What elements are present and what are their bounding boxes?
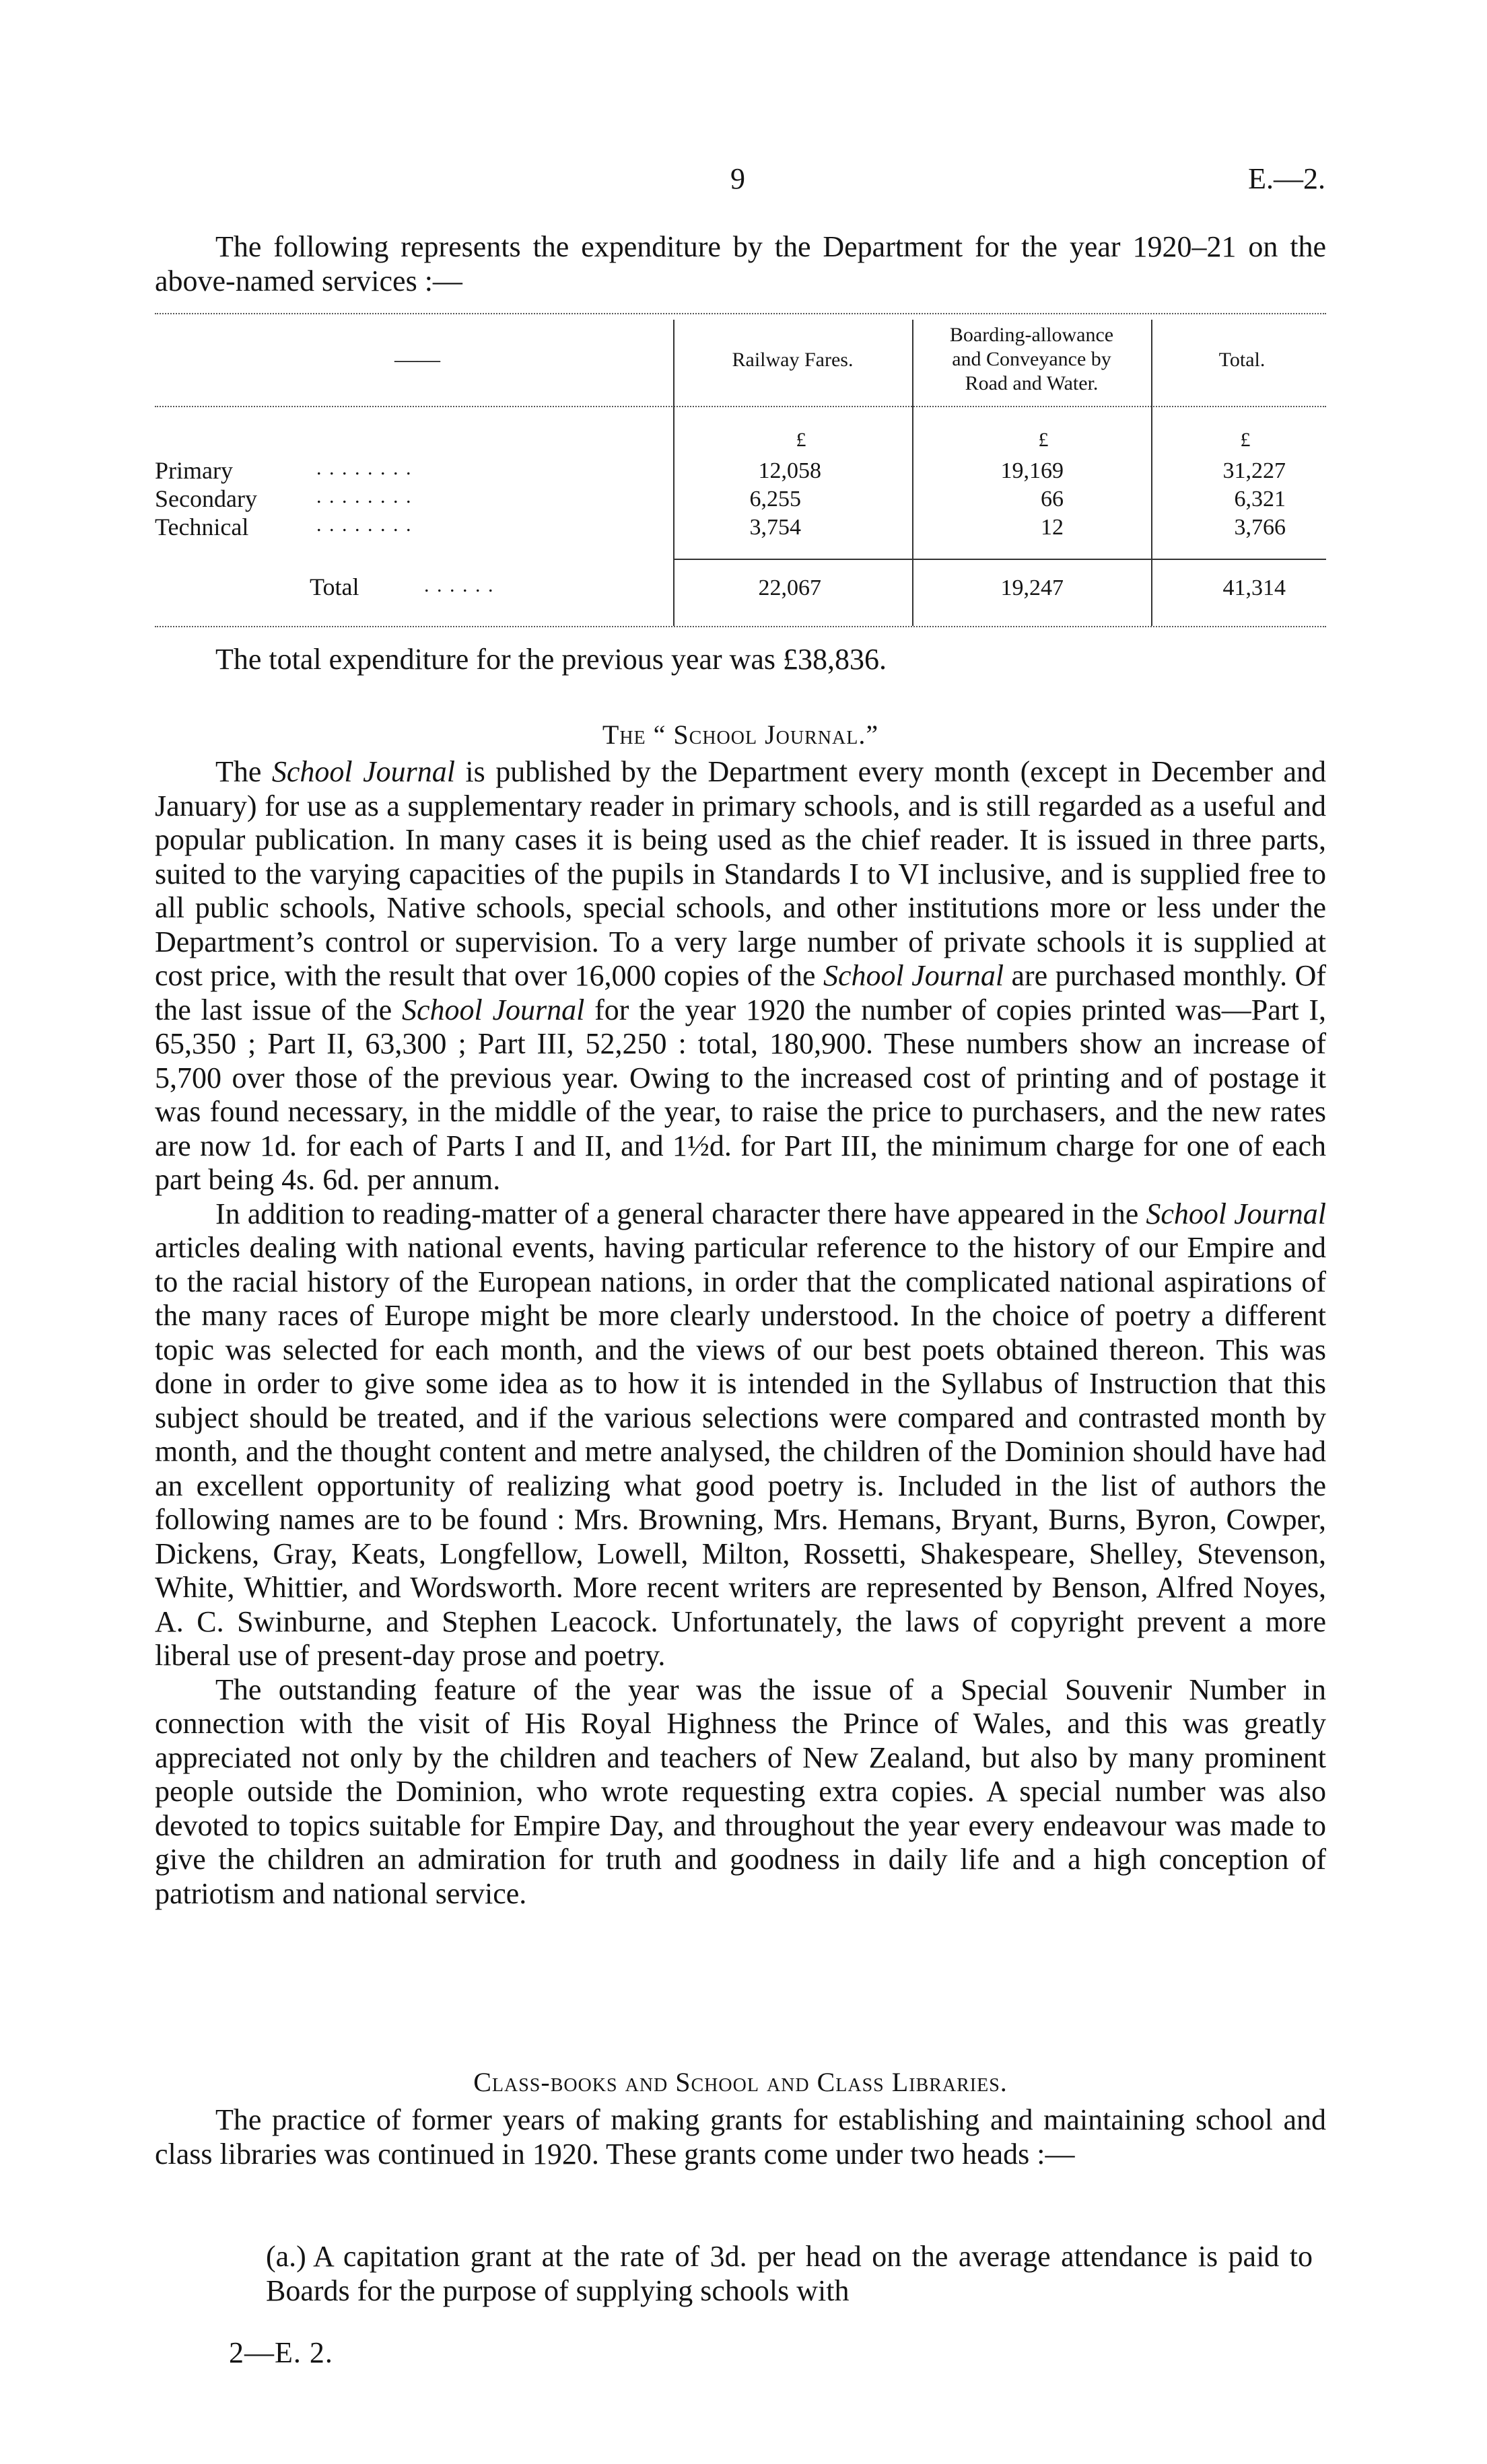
page-number: 9 — [730, 162, 745, 195]
table-divider-2 — [912, 320, 913, 626]
total-railway-cell: 22,067 — [758, 575, 821, 600]
journal-p1-middle-2: are purchased monthly. Of the last issue of the — [155, 959, 1326, 1026]
total-column-heading: Total. — [1218, 349, 1266, 371]
technical-total-cell: 3,766 — [1234, 515, 1286, 540]
class-books-paragraph: The practice of former years of making grants for establishing and maintaining school and class libraries was continued in 1920. These grants come under two heads :— — [155, 2103, 1326, 2171]
row-leader-total: . . . . . . — [424, 574, 495, 596]
journal-p2-end: articles dealing with national events, having particular reference to the history of our Empire and to the racial history of the European nations, in order that the complicated national aspirations of the many races of Europe might be more clearly understood. In the choice of poetry a different topic was selected for each month, and the views of our best poets obtained thereon. This was done in order to give some idea as to how it is intended in the Syllabus of Instruction that this subject should be treated, and if the various selections were compared and contrasted month by month, and the thought content and metre analysed, the children of the Dominion should have had an excellent opportunity of realizing what good poetry is. Included in the list of authors the following names are to be found : Mrs. Browning, Mrs. Hemans, Bryant, Burns, Byron, Cowper, Dickens, Gray, Keats, Longfellow, Lowell, Milton, Rossetti, Shakespeare, Shelley, Stevenson, White, Whittier, and Wordsworth. More recent writers are represented by Benson, Alfred Noyes, A. C. Swinburne, and Stephen Leacock. Unfortunately, the laws of copyright prevent a more liberal use of present-day prose and poetry. — [155, 1231, 1326, 1672]
boarding-heading-line-2: and Conveyance by — [952, 348, 1111, 370]
railway-column-heading: Railway Fares. — [732, 349, 854, 371]
expenditure-table — [155, 313, 1326, 629]
grand-total-cell: 41,314 — [1222, 575, 1286, 600]
table-bottom-rule — [155, 626, 1326, 627]
row-label-primary: Primary — [155, 457, 233, 484]
capitation-grant-text: A capitation grant at the rate of 3d. per head on the average attendance is paid to Boards for the purpose of supplying schools with — [266, 2240, 1313, 2307]
capitation-grant-item — [266, 2240, 1313, 2308]
row-leader-secondary: . . . . . . . . — [316, 485, 413, 507]
class-books-heading: Class-books and School and Class Libraries. — [473, 2067, 1008, 2097]
table-header-rule — [155, 406, 1326, 407]
page-reference: E.—2. — [1248, 162, 1325, 195]
table-divider-1 — [673, 320, 675, 626]
journal-p1-middle: is published by the Department every month (except in December and January) for use as a supplementary reader in primary schools, and is still regarded as a useful and popular publication. In many cases it is being used as the chief reader. It is issued in three parts, suited to the varying capacities of the pupils in Standards I to VI inclusive, and is supplied free to all public schools, Native schools, special schools, and other institutions more or less under the Department’s control or supervision. To a very large number of private schools it is supplied at cost price, with the result that over 16,000 copies of the — [155, 755, 1327, 992]
table-top-rule — [155, 313, 1326, 314]
school-journal-heading: The “ School Journal.” — [602, 719, 879, 750]
row-label-technical: Technical — [155, 514, 249, 540]
page-signature: 2—E. 2. — [229, 2336, 333, 2369]
boarding-heading-line-1: Boarding-allowance — [949, 324, 1114, 346]
journal-title-reference-3: School Journal — [401, 993, 585, 1026]
intro-paragraph — [155, 230, 1326, 298]
table-divider-3 — [1151, 320, 1152, 626]
total-currency-symbol: £ — [1240, 429, 1251, 451]
table-total-rule — [673, 559, 1326, 560]
journal-p2-start: In addition to reading-matter of a general character there have appeared in the — [215, 1197, 1146, 1230]
secondary-railway-cell: 6,255 — [749, 487, 801, 512]
journal-title-reference-1: School Journal — [271, 755, 455, 788]
secondary-boarding-cell: 66 — [1041, 487, 1064, 512]
school-journal-body — [155, 755, 1326, 1911]
journal-p1-start: The — [215, 755, 272, 788]
boarding-heading-line-3: Road and Water. — [965, 372, 1099, 394]
row-label-total: Total — [310, 573, 359, 600]
secondary-total-cell: 6,321 — [1234, 487, 1286, 512]
railway-currency-symbol: £ — [796, 429, 806, 451]
class-books-body — [155, 2103, 1326, 2171]
boarding-column-heading — [919, 323, 1144, 396]
blank-column-heading: —— — [394, 347, 440, 372]
journal-paragraph-1 — [155, 755, 1326, 1197]
primary-total-cell: 31,227 — [1222, 458, 1286, 483]
list-marker-a: (a.) — [266, 2240, 306, 2273]
journal-paragraph-2 — [155, 1197, 1326, 1673]
previous-year-summary — [155, 643, 1326, 677]
row-leader-primary: . . . . . . . . — [316, 457, 413, 479]
row-leader-technical: . . . . . . . . — [316, 514, 413, 536]
technical-railway-cell: 3,754 — [749, 515, 801, 540]
intro-text: The following represents the expenditure by the Department for the year 1920–21 on the above-named services :— — [155, 230, 1326, 297]
technical-boarding-cell: 12 — [1041, 515, 1064, 540]
journal-title-reference-2: School Journal — [823, 959, 1004, 992]
row-label-secondary: Secondary — [155, 485, 257, 512]
journal-paragraph-3: The outstanding feature of the year was the issue of a Special Souvenir Number in connection with the visit of His Royal Highness the Prince of Wales, and this was greatly appreciated not only by the children and teachers of New Zealand, but also by many prominent people outside the Dominion, who wrote requesting extra copies. A special number was also devoted to topics suitable for Empire Day, and throughout the year every endeavour was made to give the children an admiration for truth and goodness in daily life and a high conception of patriotism and national service. — [155, 1673, 1326, 1910]
journal-p1-end: for the year 1920 the number of copies printed was—Part I, 65,350 ; Part II, 63,300 ; Part III, 52,250 : total, 180,900. These numbers show an increase of 5,700 over those of the previous year. Owing to the increased cost of printing and of postage it was found necessary, in the middle of the year, to raise the price to purchasers, and the new rates are now 1d. for each of Parts I and II, and 1½d. for Part III, the minimum charge for one of each part being 4s. 6d. per annum. — [155, 993, 1327, 1196]
boarding-currency-symbol: £ — [1038, 429, 1049, 451]
journal-title-reference-4: School Journal — [1146, 1197, 1326, 1230]
primary-boarding-cell: 19,169 — [1000, 458, 1064, 483]
previous-year-text: The total expenditure for the previous year was £38,836. — [215, 643, 887, 676]
total-boarding-cell: 19,247 — [1000, 575, 1064, 600]
primary-railway-cell: 12,058 — [758, 458, 821, 483]
